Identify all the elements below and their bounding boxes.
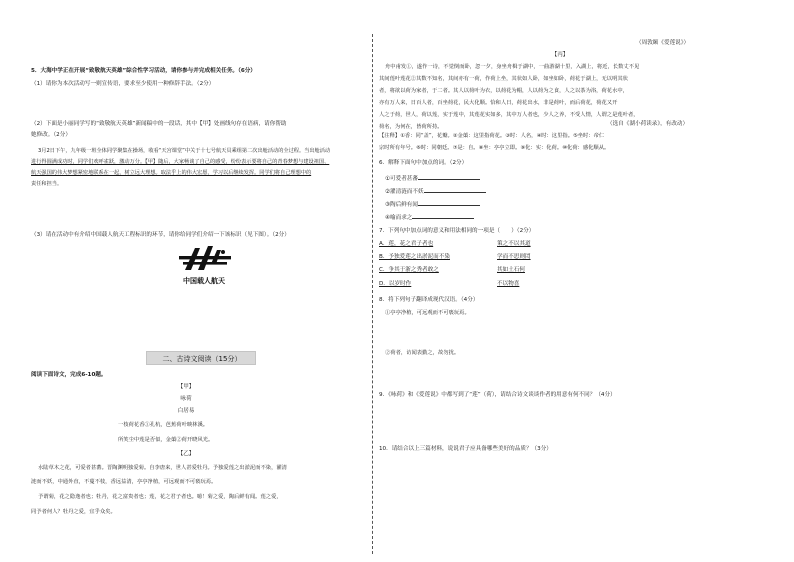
manned-space-emblem-icon bbox=[165, 244, 243, 276]
q7-option-d[interactable] bbox=[379, 281, 411, 288]
news-paragraph-line2: 进行得圆满成功时，同学们欢呼雀跃，激动万分。【甲】随后，大家畅谈了自己的感受，纷纷表示要将自己的青春梦想与建设祖国、 bbox=[31, 159, 330, 165]
q7-option-b-right: 学而不思则罔 bbox=[497, 254, 531, 260]
q7-option-left: D．以岁时作 bbox=[379, 281, 412, 287]
prose-label-yi: 【乙】 bbox=[177, 451, 195, 457]
poem-label-jia: 【甲】 bbox=[177, 384, 195, 390]
prose-bing-line6: 荷名，为何在，皆荷所持。 bbox=[379, 124, 443, 130]
q6-item-text: ④喻而求之 bbox=[385, 215, 413, 221]
q7-option-c-right: 其如土石何 bbox=[497, 267, 525, 273]
q6-answer-blank[interactable] bbox=[424, 188, 486, 193]
q7-option-a-right: 策之不以其道 bbox=[497, 241, 531, 247]
q7-option-b[interactable] bbox=[379, 254, 450, 261]
q5-sub3: （3）请在活动中有介绍中国载人航天工程标识的环节，请你给同学们介绍一下该标识（见下图）。（2分） bbox=[31, 232, 290, 238]
prose-bing-source: （选自《湖小荷读录》，有改动） bbox=[607, 121, 689, 127]
q6-item-text: ①可爱者甚蕃 bbox=[385, 176, 418, 182]
prose-bing-line3: 者，将欲以荷为家者，于二者。其人以荷叶为衣，以荷花为帽，人以荷为之食，人之以茶为浴，荷花水中， bbox=[379, 88, 628, 94]
q5-sub2-line2: 她修改。（2分） bbox=[31, 132, 71, 138]
q7-stem: 7．下列句中加点词的意义和用法相同的一项是（ ）（2分） bbox=[379, 228, 535, 234]
prose-label-bing: 【丙】 bbox=[551, 52, 569, 58]
q9-stem: 9．《咏荷》和《爱莲说》中都写到了“莲”（荷），请结合诗文谈谈作者的用意有何不同？（4分） bbox=[379, 392, 616, 398]
prose-bing-line5: 人之于荷，世人，荷以莲，实于莲中，其莲花实如多，其中万人者也，少人之养，不受人情，人谓之是莲叶者， bbox=[379, 112, 639, 118]
q8-stem: 8．将下列句子翻译成现代汉语。（4分） bbox=[379, 297, 479, 303]
china-manned-space-logo bbox=[165, 244, 243, 288]
news-paragraph-line4: 责任和担当。 bbox=[31, 181, 63, 187]
q6-answer-blank[interactable] bbox=[412, 214, 474, 219]
q10-stem: 10．请结合以上三篇材料，说说君子应具备哪些美好的品质？（3分） bbox=[379, 446, 552, 452]
prose-bing-line1: 舟中甫发①，遂作一诗，不觉倒而卧，忽一夕，身坐舟楫于湖中，一曲游湖十里，入湖上，将近，长数丈不见 bbox=[385, 64, 640, 70]
prose-yi-line4: 同予者何人？牡丹之爱，宜乎众矣。 bbox=[31, 509, 116, 515]
prose-yi-line2: 涟而不妖，中通外直，不蔓不枝，香远益清，亭亭净植，可远观而不可亵玩焉。 bbox=[31, 479, 217, 485]
q7-option-left: A．莲，花之君子者也 bbox=[379, 241, 434, 247]
q7-option-d-right: 不以物喜 bbox=[497, 281, 520, 287]
prose-yi-line3: 予谓菊，花之隐逸者也；牡丹，花之富贵者也；莲，花之君子者也。噫！菊之爱，陶后鲜有闻。莲之爱， bbox=[38, 494, 282, 500]
q6-answer-blank[interactable] bbox=[418, 201, 480, 206]
news-paragraph-line1: 3月2日下午，九年级一班全体同学聚集在操场，收看“天宫课堂”中关于十七号航天员乘组第二次出舱活动的全过程。当出舱活动 bbox=[38, 148, 331, 154]
q7-option-left: B．予独爱莲之出淤泥而不染 bbox=[379, 254, 450, 260]
poem-author: 白居易 bbox=[177, 408, 195, 414]
q6-item bbox=[385, 188, 486, 196]
logo-caption: 中国载人航天 bbox=[183, 277, 225, 285]
q6-answer-blank[interactable] bbox=[418, 175, 480, 180]
poem-line2: 所笑尘中莲是否似，金蕖②荷开晓风光。 bbox=[118, 437, 214, 443]
prose-bing-line4: 亦有万人来，日百人者，百坐荷花，民大化顺。恰和人日，荷花出水，非是荷叶，而后荷花，荷花又开 bbox=[379, 100, 618, 106]
q6-item bbox=[385, 175, 480, 183]
q6-item-text: ②濯清涟而不妖 bbox=[385, 189, 424, 195]
poem-title: 咏荷 bbox=[180, 396, 192, 402]
section-2-header bbox=[146, 351, 256, 365]
q6-item-text: ③陶后鲜有闻 bbox=[385, 202, 418, 208]
q7-option-left: C．争其于浙之秀者敢之 bbox=[379, 267, 439, 273]
q8-item1: ①亭亭净植，可远观而不可亵玩焉。 bbox=[385, 310, 470, 316]
source-note: （周敦颐《爱莲说》） bbox=[636, 40, 690, 46]
q5-sub1: （1）请你为本次活动写一则宣传语，要求至少使用一种修辞手法。（2分） bbox=[31, 81, 215, 87]
section-2-instruction: 阅读下面诗文，完成6-10题。 bbox=[31, 372, 107, 378]
notes-line1: 【注释】①香：同“盖”，花瓣。②金蕖：这里指荷花。③时：人名，④时：这里指。⑤坐时：帝仁 bbox=[379, 133, 605, 139]
section-2-title: 二、古诗文阅读（15分） bbox=[162, 355, 242, 363]
q6-item bbox=[385, 201, 480, 209]
prose-yi-line1: 水陆草木之花，可爱者甚蕃。晋陶渊明独爱菊。自李唐来，世人甚爱牡丹。予独爱莲之出淤泥而不染，濯清 bbox=[38, 465, 287, 471]
q7-option-c[interactable] bbox=[379, 267, 439, 274]
notes-line2: 宗时所有年号。⑥时：同朝廷。⑦是：自。⑧坐：亭亭立即。⑨化：实：化荷。⑩化荷：感化顺从。 bbox=[379, 145, 610, 151]
q7-option-a[interactable] bbox=[379, 241, 433, 248]
q5-sub2-line1: （2）下面是小丽同学写的“致敬航天英雄”新闻稿中的一段话，其中【甲】处画线句存在语病，请你帮助 bbox=[31, 121, 287, 127]
q6-item bbox=[385, 214, 474, 222]
q6-stem: 6．解释下面句中加点的词。（2分） bbox=[379, 160, 468, 166]
news-paragraph-line3: 航天强国的伟大梦想紧密地联系在一起，树立远大理想。取法乎上的伟大宏愿，学习以后继续发挥。同学们将自己理想中的 bbox=[31, 170, 312, 176]
q5-stem: 5．大海中学正在开展“致敬航天英雄”综合性学习活动，请你参与并完成相关任务。（6分） bbox=[31, 68, 256, 74]
poem-line1: 一枝荷花香①孔杭，芭蕉荷叶映林溪。 bbox=[118, 422, 209, 428]
prose-bing-line2: 其间莲叶莲花②其数不知名，其间亦有一荷，作荷上坐，其状如人卧，如坐如卧，荷花于湖上，无以明其状 bbox=[379, 76, 628, 82]
q8-item2: ②荷者，访闻表勤之，故勿扰。 bbox=[385, 350, 460, 356]
column-divider bbox=[372, 34, 373, 554]
